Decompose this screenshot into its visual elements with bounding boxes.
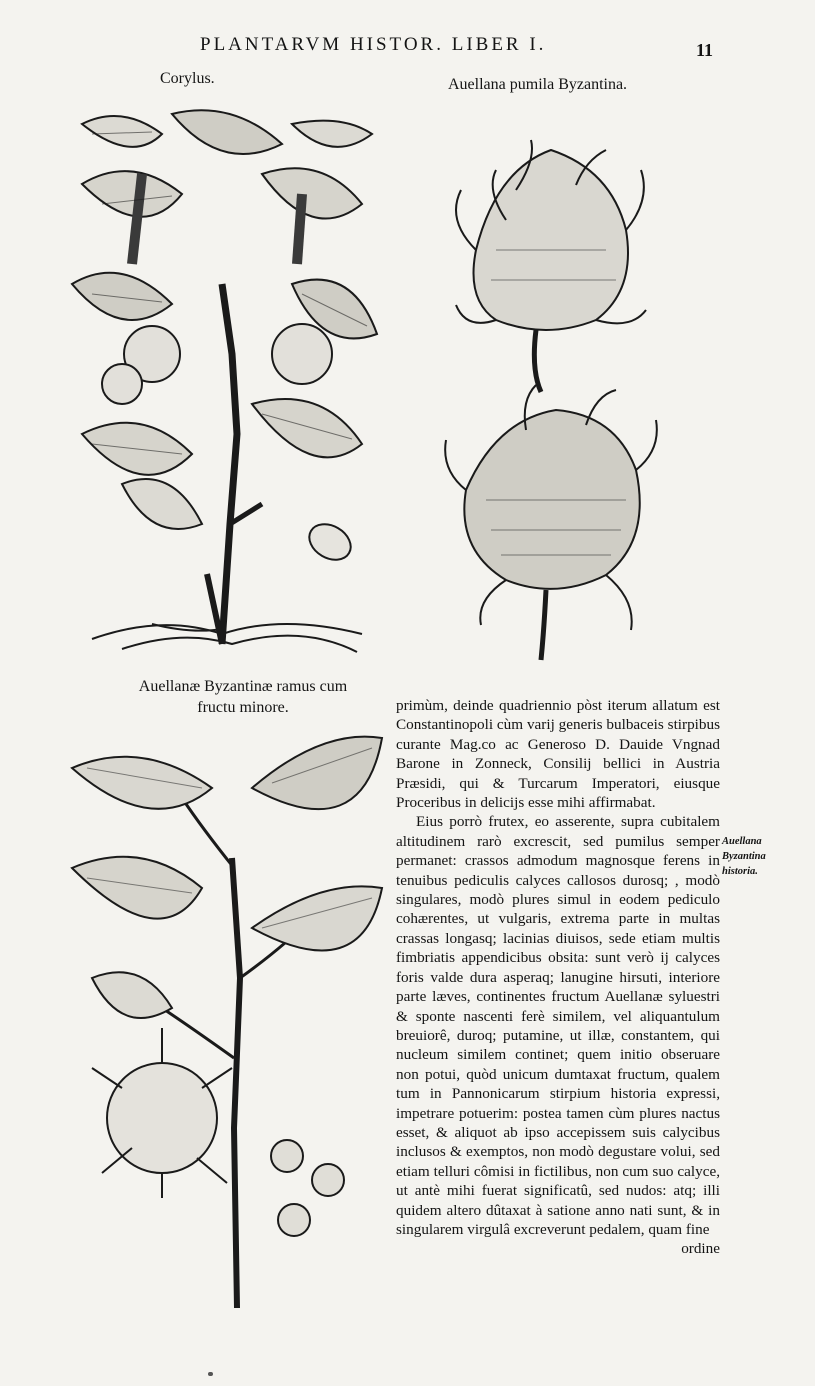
hazel-branch-small-fruit-icon [62,728,392,1318]
caption-avellana-pumila: Auellana pumila Byzantina. [448,76,628,93]
byzantine-hazel-illustration [436,130,666,670]
ink-speck [208,1372,213,1376]
page-number: 11 [696,40,714,60]
running-head: PLANTARVM HISTOR. LIBER I. [200,34,547,55]
caption-ramus [118,676,368,718]
marginal-note-line-1: Auellana [722,836,762,847]
caption-ramus-line-2: fructu minore. [197,699,289,716]
catchword: ordine [681,1240,720,1258]
marginal-note [722,834,802,879]
marginal-note-line-2: Byzantina [722,851,766,862]
caption-ramus-line-1: Auellanæ Byzantinæ ramus cum [138,678,348,695]
byzantine-hazel-husk-icon [436,130,666,670]
branch-small-fruit-illustration [62,728,392,1318]
body-text [396,696,720,1259]
corylus-branch-woodcut-icon [62,104,382,664]
paragraph-2: Eius porrò frutex, eo asserente, supra cubitalem altitudinem rarò excrescit, sed pumilus semper permanet: crassos admodum magnosque ferens in tenuibus pediculis calyces callosos durosq; , modò singulares, modò plures simul in eodem pediculo cohærentes, ut vulgaris, extrema parte in multas crassas longasq; lacinias diuisos, sede etiam multis fimbriatis appendicibus obsita: sunt verò ij calyces foris valde dura asperaq; lanugine hirsuti, interiore parte læves, continentes fructum Auellanæ syluestri & sponte nascenti ferè similem, vel aliquantulum breuiorê, duroq; putamine, ut illæ, constantem, qui nucleum similem continet; quem initio obseruare non potui, quòd unicum dumtaxat fructum, qualem tum in Pannonicarum stirpium historia expressi, impetrare potuerim: postea tamen cùm plures nactus esset, & aliquot ab ipso accepissem suis calycibus inclusos & exemptos, non modò degustare volui, sed etiam telluri cômisi in fictilibus, non cum suo calyce, ut antè mihi fuerat significatû, sed nudos: atq; illi quidem altero dûtaxat à satione anno nati sunt, & in singularem virgulâ excreverunt pedalem, quam fine [396,813,720,1238]
marginal-note-line-3: historia. [722,866,758,877]
paragraph-1: primùm, deinde quadriennio pòst iterum allatum est Constantinopoli cùm varij generis bulbaceis stirpibus curante Mag.co ac Generoso D. Dauide Vngnad Barone in Zonneck, Consilij bellici in Austria Præsidi, qui & Turcarum Imperatori, eiusque Proceribus in delicijs esse mihi affirmabat. [396,697,720,812]
caption-corylus: Corylus. [160,70,215,87]
corylus-branch-illustration [62,104,382,664]
